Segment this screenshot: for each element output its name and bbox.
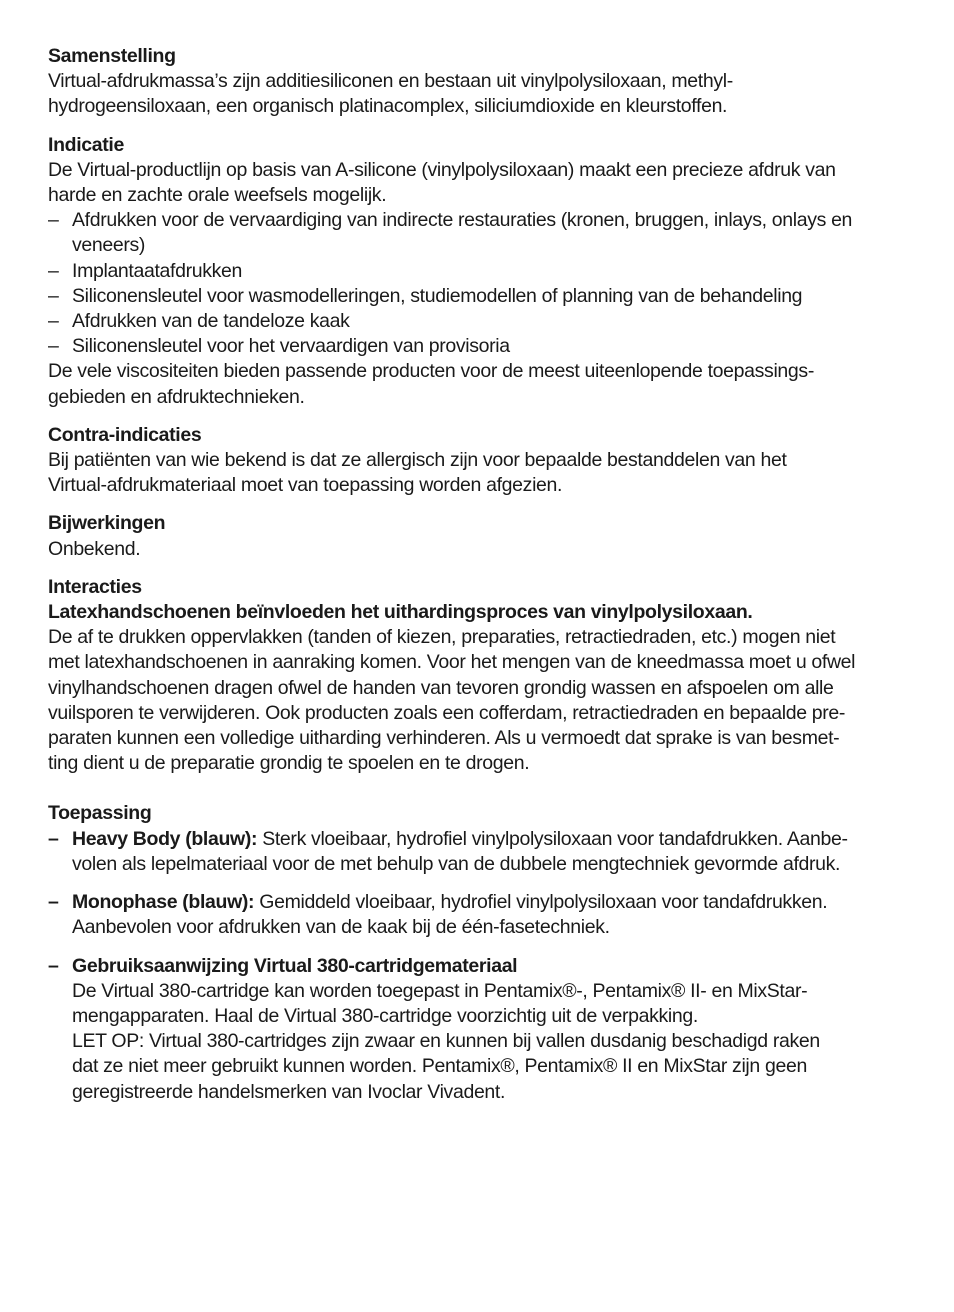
paragraph-line: Onbekend.	[48, 537, 141, 560]
section-heading: Contra-indicaties	[48, 423, 202, 446]
section-contra-indicaties	[48, 423, 908, 499]
section-heading: Toepassing	[48, 802, 152, 825]
section-indicatie	[48, 133, 908, 410]
list-item: – Siliconensleutel voor wasmodelleringen, studiemodellen of planning van de behandeling	[48, 284, 908, 309]
paragraph-line: met latexhandschoenen in aanraking komen. Voor het mengen van de kneedmassa moet u ofwel	[48, 651, 856, 674]
section-toepassing	[48, 801, 908, 1104]
section-heading: Samenstelling	[48, 45, 176, 67]
paragraph-line: vuilsporen te verwijderen. Ook producten zoals een cofferdam, retractiedraden en bepaalde pre-	[48, 701, 846, 724]
section-heading: Indicatie	[48, 133, 124, 156]
paragraph-line: harde en zachte orale weefsels mogelijk.	[48, 184, 387, 207]
paragraph-line: vinylhandschoenen dragen ofwel de handen van tevoren grondig wassen en afspoelen om alle	[48, 676, 834, 699]
list-item-monophase: – Monophase (blauw): Gemiddeld vloeibaar, hydrofiel vinylpolysiloxaan voor tandafdrukken. Aanbevolen voor afdrukken van de kaak bij de één-fasetechniek.	[48, 890, 908, 940]
section-heading: Bijwerkingen	[48, 512, 166, 535]
item-label: – Gebruiksaanwijzing Virtual 380-cartridgemateriaal	[72, 954, 518, 977]
paragraph-line: Virtual-afdrukmassa’s zijn additiesiliconen en bestaan uit vinylpolysiloxaan, methyl-	[48, 70, 733, 93]
section-heading: Interacties	[48, 575, 142, 598]
section-bijwerkingen	[48, 511, 908, 561]
paragraph-line: Bij patiënten van wie bekend is dat ze allergisch zijn voor bepaalde bestanddelen van het	[48, 449, 787, 472]
paragraph-line: ting dient u de preparatie grondig te spoelen en te drogen.	[48, 752, 530, 775]
list-item-cartridge: – Gebruiksaanwijzing Virtual 380-cartridgemateriaal De Virtual 380-cartridge kan worden toegepast in Pentamix®-, Pentamix® II- en MixStar- mengapparaten. Haal de Virtual 380-cartridge voorzichtig uit de verpakking. LET OP: Virtual 380-cartridges zijn zwaar en kunnen bij vallen dusdanig beschadigd raken dat ze niet meer gebruikt kunnen worden. Pentamix®, Pentamix® II en MixStar zijn geen geregistreerde handelsmerken van Ivoclar Vivadent.	[48, 954, 908, 1105]
list-item: – Afdrukken van de tandeloze kaak	[48, 309, 908, 334]
list-item: – Implantaatafdrukken	[48, 259, 908, 284]
item-label: Heavy Body (blauw):	[72, 827, 258, 850]
paragraph-line: De Virtual-productlijn op basis van A-silicone (vinylpolysiloxaan) maakt een precieze afdruk van	[48, 158, 836, 181]
list-item-heavy-body: – Heavy Body (blauw): Sterk vloeibaar, hydrofiel vinylpolysiloxaan voor tandafdrukken. Aanbe- volen als lepelmateriaal voor de met behulp van de dubbele mengtechniek gevormde afdruk.	[48, 827, 908, 877]
document-page	[48, 44, 908, 1118]
paragraph-line: De vele viscositeiten bieden passende producten voor de meest uiteenlopende toepassings-	[48, 360, 814, 383]
section-interacties	[48, 575, 908, 777]
item-label: Monophase (blauw):	[72, 891, 255, 914]
paragraph-line: Virtual-afdrukmateriaal moet van toepassing worden afgezien.	[48, 474, 563, 497]
paragraph-line: gebieden en afdruktechnieken.	[48, 385, 305, 408]
section-subheading: Latexhandschoenen beïnvloeden het uithardingsproces van vinylpolysiloxaan.	[48, 601, 753, 624]
paragraph-line: De af te drukken oppervlakken (tanden of kiezen, preparaties, retractiedraden, etc.) mogen niet	[48, 626, 836, 649]
list-item: – Siliconensleutel voor het vervaardigen van provisoria	[48, 334, 908, 359]
paragraph-line: paraten kunnen een volledige uitharding verhinderen. Als u vermoedt dat sprake is van besmet-	[48, 727, 840, 750]
list-item: – Afdrukken voor de vervaardiging van indirecte restauraties (kronen, bruggen, inlays, onlays en veneers)	[48, 208, 908, 258]
section-samenstelling	[48, 44, 908, 120]
paragraph-line: hydrogeensiloxaan, een organisch platinacomplex, siliciumdioxide en kleurstoffen.	[48, 95, 728, 118]
